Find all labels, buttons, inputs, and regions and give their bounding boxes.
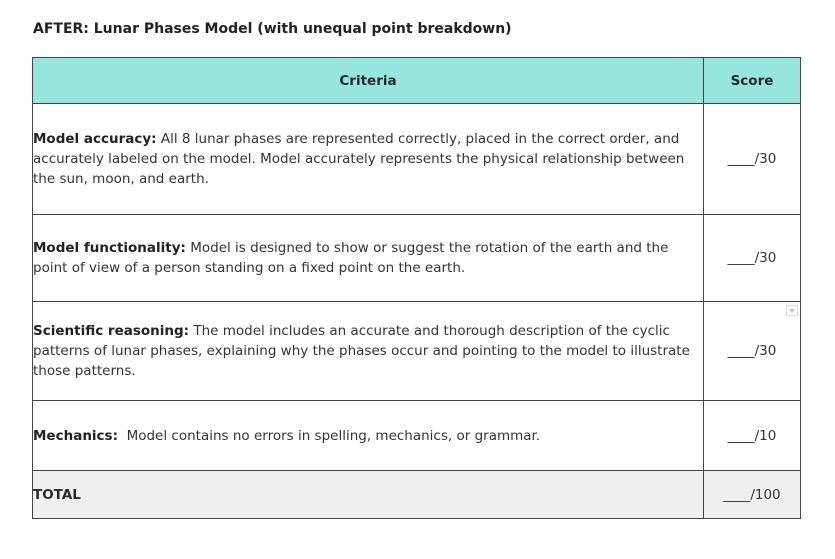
chevron-down-icon[interactable] [786, 305, 798, 316]
score-cell[interactable]: ____/30 [704, 104, 801, 215]
criteria-description: All 8 lunar phases are represented correctly, placed in the correct order, and accurately labeled on the model. Model accurately represents the physical relationship between the sun, moon, and earth. [33, 131, 685, 187]
table-row [33, 215, 801, 302]
total-score-cell[interactable]: ____/100 [704, 471, 801, 519]
criteria-description: The model includes an accurate and thorough description of the cyclic patterns of lunar phases, explaining why the phases occur and pointing to the model to illustrate those patterns. [33, 323, 690, 379]
total-row [33, 471, 801, 519]
criteria-header: Criteria [33, 58, 704, 104]
score-value: ____/30 [727, 343, 777, 359]
criteria-cell [33, 401, 704, 471]
criteria-description: Model contains no errors in spelling, mechanics, or grammar. [118, 427, 541, 444]
criteria-description: Model is designed to show or suggest the rotation of the earth and the point of view of a person standing on a fixed point on the earth. [33, 240, 669, 276]
page-title: AFTER: Lunar Phases Model (with unequal point breakdown) [33, 21, 512, 37]
score-cell[interactable]: ____/10 [704, 401, 801, 471]
rubric-table [32, 57, 801, 519]
table-row [33, 401, 801, 471]
criteria-cell [33, 302, 704, 401]
table-row [33, 104, 801, 215]
score-cell-with-dropdown[interactable] [704, 302, 801, 401]
criteria-label: Model accuracy: [33, 131, 157, 147]
criteria-cell [33, 104, 704, 215]
criteria-cell [33, 215, 704, 302]
header-row [33, 58, 801, 104]
criteria-label: Scientific reasoning: [33, 323, 190, 339]
criteria-label: Mechanics: [33, 427, 118, 444]
criteria-label: Model functionality: [33, 240, 186, 256]
score-header: Score [704, 58, 801, 104]
total-label: TOTAL [33, 471, 704, 519]
table-row [33, 302, 801, 401]
score-cell[interactable]: ____/30 [704, 215, 801, 302]
